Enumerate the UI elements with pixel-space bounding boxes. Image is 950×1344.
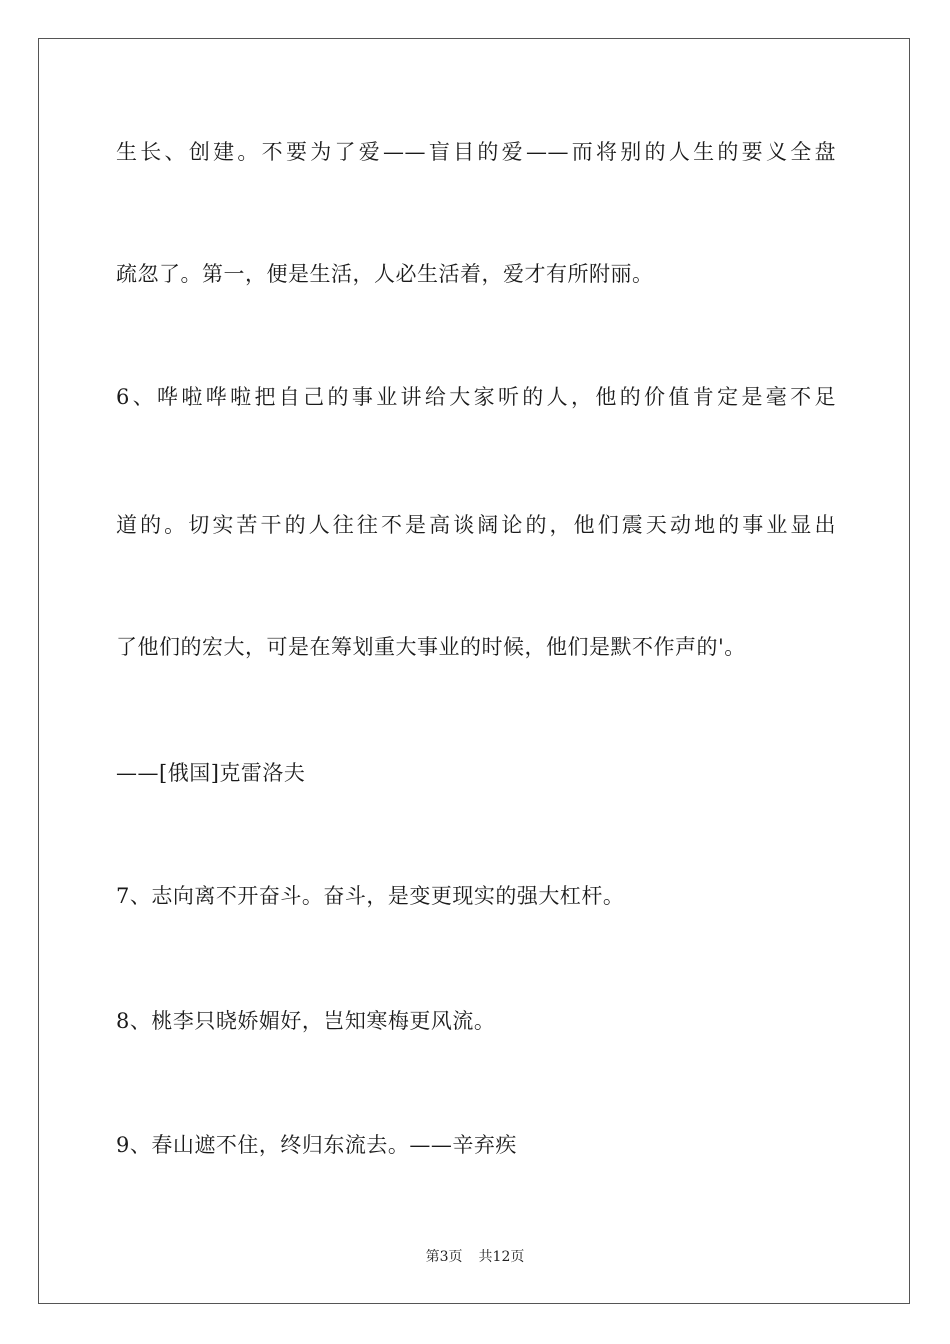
page-number: 第3页 <box>425 1249 463 1265</box>
text-line: 7、志向离不开奋斗。奋斗，是变更现实的强大杠杆。 <box>116 884 625 908</box>
text-line: 9、春山遮不住，终归东流去。——辛弃疾 <box>116 1133 517 1157</box>
page-border <box>38 38 910 1304</box>
quote-attribution: ——[俄国]克雷洛夫 <box>116 761 306 785</box>
text-line: 8、桃李只晓娇媚好，岂知寒梅更风流。 <box>116 1009 496 1033</box>
page-total: 共12页 <box>478 1249 525 1265</box>
text-line: 道的。切实苦干的人往往不是高谈阔论的，他们震天动地的事业显出 <box>116 513 836 537</box>
page-footer <box>0 1246 950 1266</box>
text-line: 了他们的宏大，可是在筹划重大事业的时候，他们是默不作声的'。 <box>116 635 746 659</box>
text-line: 疏忽了。第一，便是生活，人必生活着，爱才有所附丽。 <box>116 262 654 286</box>
text-line: 生长、创建。不要为了爱——盲目的爱——而将别的人生的要义全盘 <box>116 140 836 164</box>
text-line: 6、哗啦哗啦把自己的事业讲给大家听的人，他的价值肯定是毫不足 <box>116 385 836 409</box>
